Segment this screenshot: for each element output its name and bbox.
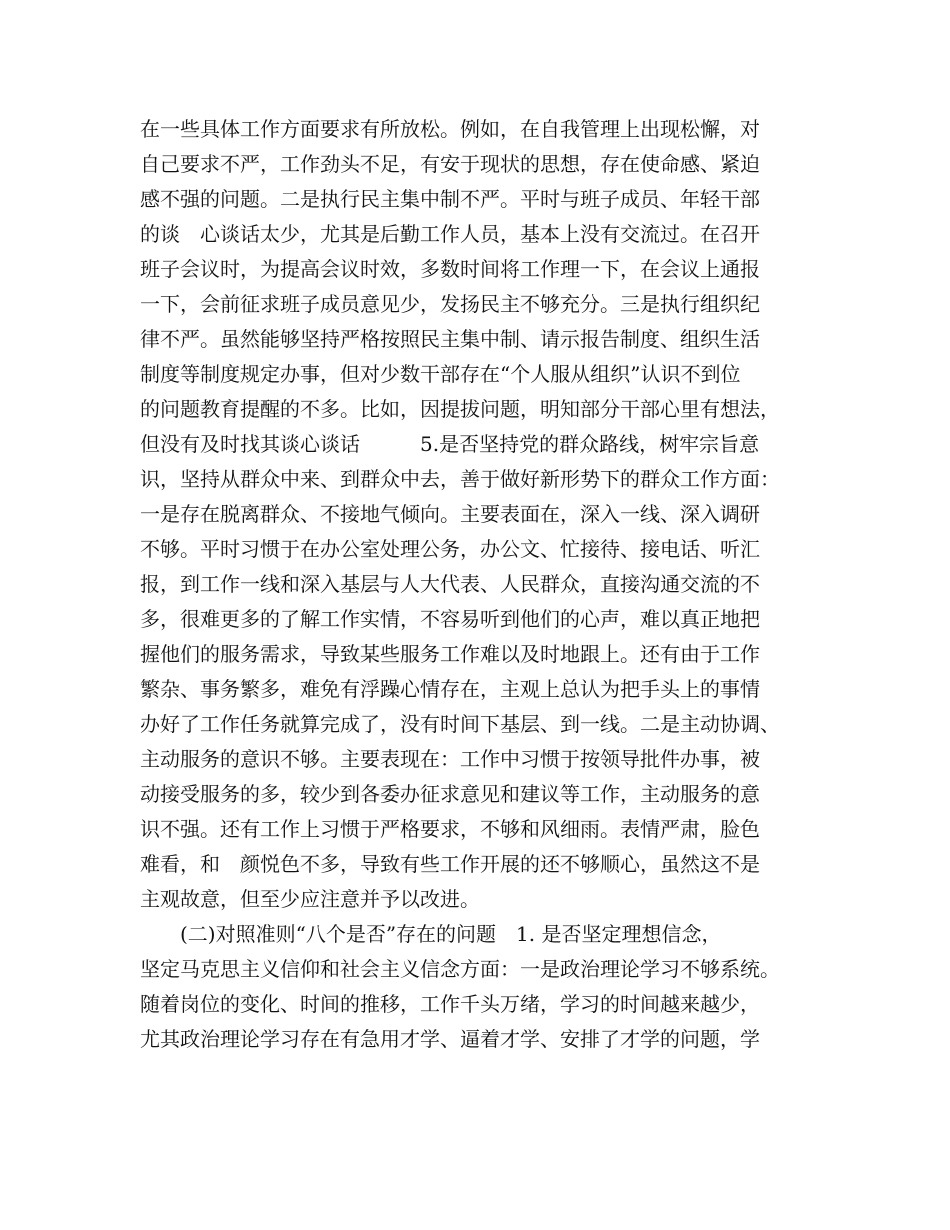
- text-line-19: 主动服务的意识不够。主要表现在：工作中习惯于按领导批件办事，被: [140, 747, 760, 771]
- text-line-21: 识不强。还有工作上习惯于严格要求，不够和风细雨。表情严肃，脸色: [140, 817, 760, 841]
- text-line-15: 多，很难更多的了解工作实情，不容易听到他们的心声，难以真正地把: [140, 607, 760, 631]
- text-line-9: 的问题教育提醒的不多。比如，因提拔问题，明知部分干部心里有想法，: [140, 397, 780, 421]
- text-line-10: 但没有及时找其谈心谈话 5.是否坚持党的群众路线，树牢宗旨意: [140, 432, 760, 456]
- text-line-18: 办好了工作任务就算完成了，没有时间下基层、到一线。二是主动协调、: [140, 712, 780, 736]
- text-line-3: 感不强的问题。二是执行民主集中制不严。平时与班子成员、年轻干部: [140, 187, 760, 211]
- text-line-14: 报，到工作一线和深入基层与人大代表、人民群众，直接沟通交流的不: [140, 572, 760, 596]
- text-line-25: 坚定马克思主义信仰和社会主义信念方面：一是政治理论学习不够系统。: [140, 957, 780, 981]
- text-line-26: 随着岗位的变化、时间的推移，工作千头万绪，学习的时间越来越少，: [140, 992, 760, 1016]
- text-line-5: 班子会议时，为提高会议时效，多数时间将工作理一下，在会议上通报: [140, 257, 760, 281]
- text-line-22: 难看，和 颜悦色不多，导致有些工作开展的还不够顺心，虽然这不是: [140, 852, 760, 876]
- text-line-7: 律不严。虽然能够坚持严格按照民主集中制、请示报告制度、组织生活: [140, 327, 760, 351]
- text-line-27: 尤其政治理论学习存在有急用才学、逼着才学、安排了才学的问题，学: [140, 1027, 760, 1051]
- text-line-24: (二)对照准则“八个是否”存在的问题 1. 是否坚定理想信念，: [140, 922, 722, 946]
- text-line-11: 识，坚持从群众中来、到群众中去，善于做好新形势下的群众工作方面：: [140, 467, 780, 491]
- text-line-1: 在一些具体工作方面要求有所放松。例如，在自我管理上出现松懈，对: [140, 117, 760, 141]
- text-line-17: 繁杂、事务繁多，难免有浮躁心情存在，主观上总认为把手头上的事情: [140, 677, 760, 701]
- text-line-4: 的谈 心谈话太少，尤其是后勤工作人员，基本上没有交流过。在召开: [140, 222, 760, 246]
- text-line-13: 不够。平时习惯于在办公室处理公务，办公文、忙接待、接电话、听汇: [140, 537, 760, 561]
- text-line-16: 握他们的服务需求，导致某些服务工作难以及时地跟上。还有由于工作: [140, 642, 760, 666]
- body-text: [140, 112, 830, 1057]
- text-line-2: 自己要求不严，工作劲头不足，有安于现状的思想，存在使命感、紧迫: [140, 152, 760, 176]
- text-line-20: 动接受服务的多，较少到各委办征求意见和建议等工作，主动服务的意: [140, 782, 760, 806]
- text-line-23: 主观故意，但至少应注意并予以改进。: [140, 887, 480, 911]
- text-line-12: 一是存在脱离群众、不接地气倾向。主要表面在，深入一线、深入调研: [140, 502, 760, 526]
- text-line-6: 一下，会前征求班子成员意见少，发扬民主不够充分。三是执行组织纪: [140, 292, 760, 316]
- text-line-8: 制度等制度规定办事，但对少数干部存在“个人服从组织”认识不到位: [140, 362, 741, 386]
